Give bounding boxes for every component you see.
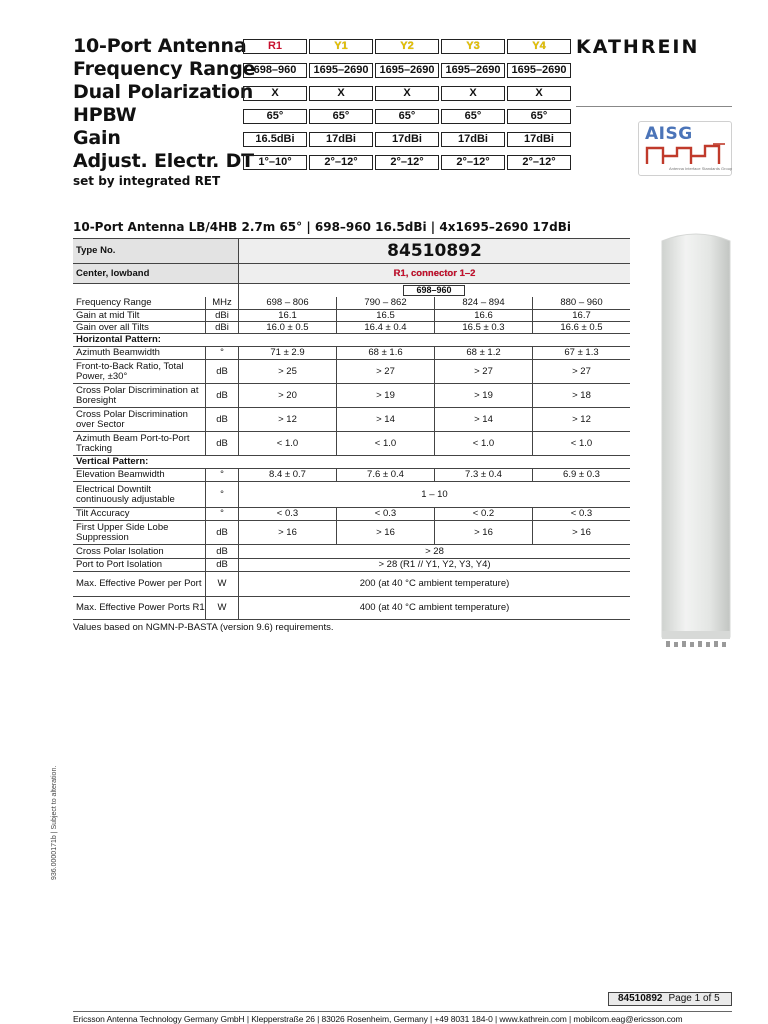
label-dual-polarization: Dual Polarization xyxy=(73,81,254,103)
row-unit: dB xyxy=(205,360,238,383)
row-value: < 0.2 xyxy=(434,508,532,520)
row-label: Azimuth Beam Port-to-Port Tracking xyxy=(76,432,190,454)
row-value: > 18 xyxy=(532,384,630,407)
row-label: Port to Port Isolation xyxy=(76,559,163,570)
row-value: > 12 xyxy=(238,408,336,431)
row-value: 16.6 ± 0.5 xyxy=(532,322,630,333)
label-gain: Gain xyxy=(73,127,121,149)
gain-cell: 16.5dBi xyxy=(243,132,307,147)
aisg-logo-text: AISG xyxy=(645,124,693,144)
row-value: > 14 xyxy=(434,408,532,431)
row-unit: MHz xyxy=(205,297,238,309)
row-value: > 12 xyxy=(532,408,630,431)
polarization-cell: X xyxy=(243,86,307,101)
port-cell: R1 xyxy=(243,39,307,54)
frequency-cell: 1695–2690 xyxy=(309,63,373,78)
footnote: Values based on NGMN-P-BASTA (version 9.6) requirements. xyxy=(73,622,334,633)
table-row xyxy=(73,432,630,456)
row-value: < 1.0 xyxy=(434,432,532,455)
row-value: > 16 xyxy=(238,521,336,544)
band-box: 698–960 xyxy=(403,285,465,296)
label-set-by-ret: set by integrated RET xyxy=(73,174,221,188)
table-row xyxy=(73,572,630,597)
antenna-image xyxy=(648,225,744,651)
table-row-band xyxy=(73,284,630,297)
row-value: > 25 xyxy=(238,360,336,383)
row-value: > 14 xyxy=(336,408,434,431)
table-row-type-no xyxy=(73,238,630,264)
row-value: > 16 xyxy=(532,521,630,544)
row-value: 68 ± 1.6 xyxy=(336,347,434,359)
row-label: Cross Polar Discrimination over Sector xyxy=(76,408,188,430)
row-value: 790 – 862 xyxy=(336,297,434,309)
frequency-cell: 1695–2690 xyxy=(441,63,505,78)
row-label: Cross Polar Isolation xyxy=(76,545,164,557)
hpbw-cell: 65° xyxy=(243,109,307,124)
table-row xyxy=(73,384,630,408)
footer-divider xyxy=(73,1011,732,1012)
row-value: 6.9 ± 0.3 xyxy=(532,469,630,481)
row-unit: dB xyxy=(205,521,238,544)
center-lowband-label: Center, lowband xyxy=(76,267,150,279)
row-value: < 0.3 xyxy=(532,508,630,520)
polarization-cell: X xyxy=(507,86,571,101)
row-unit: dBi xyxy=(205,310,238,321)
aisg-signal-icon xyxy=(645,142,727,166)
row-value: < 0.3 xyxy=(336,508,434,520)
gain-cell: 17dBi xyxy=(309,132,373,147)
row-value: 16.6 xyxy=(434,310,532,321)
label-10-port-antenna: 10-Port Antenna xyxy=(73,35,247,57)
row-value: 16.4 ± 0.4 xyxy=(336,322,434,333)
row-label: Tilt Accuracy xyxy=(76,508,130,519)
table-row xyxy=(73,469,630,482)
row-value: > 27 xyxy=(434,360,532,383)
row-unit: ° xyxy=(205,469,238,481)
aisg-logo-subtitle: Antenna Interface Standards Group xyxy=(669,166,733,171)
frequency-cell: 1695–2690 xyxy=(375,63,439,78)
row-value: > 27 xyxy=(336,360,434,383)
label-electrical-dt: Adjust. Electr. DT xyxy=(73,150,254,172)
row-value: 71 ± 2.9 xyxy=(238,347,336,359)
port-cell: Y4 xyxy=(507,39,571,54)
row-unit: dB xyxy=(205,559,238,571)
row-value: > 28 (R1 // Y1, Y2, Y3, Y4) xyxy=(238,559,630,571)
row-value: > 19 xyxy=(434,384,532,407)
polarization-cell: X xyxy=(375,86,439,101)
row-value: < 0.3 xyxy=(238,508,336,520)
row-unit: dB xyxy=(205,408,238,431)
row-label: Front-to-Back Ratio, Total Power, ±30° xyxy=(76,360,184,382)
row-value: > 20 xyxy=(238,384,336,407)
row-value: 16.0 ± 0.5 xyxy=(238,322,336,333)
hpbw-cell: 65° xyxy=(375,109,439,124)
polarization-cell: X xyxy=(441,86,505,101)
table-row xyxy=(73,559,630,572)
row-value: 880 – 960 xyxy=(532,297,630,309)
row-unit: dB xyxy=(205,384,238,407)
electrical-dt-cell: 2°–12° xyxy=(309,155,373,170)
page-number: Page 1 of 5 xyxy=(668,993,720,1004)
side-note: 936.0000171b | Subject to alteration. xyxy=(51,765,58,880)
label-hpbw: HPBW xyxy=(73,104,137,126)
row-label: Gain at mid Tilt xyxy=(76,310,140,321)
row-value: 824 – 894 xyxy=(434,297,532,309)
table-row-center-lowband xyxy=(73,264,630,284)
row-unit: W xyxy=(205,597,238,619)
table-row xyxy=(73,482,630,508)
table-row xyxy=(73,347,630,360)
row-value: 7.3 ± 0.4 xyxy=(434,469,532,481)
footer-address: Ericsson Antenna Technology Germany GmbH | Klepperstraße 26 | 83026 Rosenheim, Germany | +49 8031 184-0 | www.kathrein.com | mobilcom.eag@ericsson.com xyxy=(73,1014,683,1024)
row-value: 698 – 806 xyxy=(238,297,336,309)
page-type-no: 84510892 xyxy=(618,993,663,1004)
type-no-value: 84510892 xyxy=(238,239,630,263)
row-value: 16.5 xyxy=(336,310,434,321)
row-label: First Upper Side Lobe Suppression xyxy=(76,521,169,543)
table-row xyxy=(73,297,630,310)
row-value: 8.4 ± 0.7 xyxy=(238,469,336,481)
row-value: 1 – 10 xyxy=(238,482,630,507)
row-label: Azimuth Beamwidth xyxy=(76,347,160,358)
port-cell: Y2 xyxy=(375,39,439,54)
table-row xyxy=(73,408,630,432)
table-row xyxy=(73,508,630,521)
row-value: 200 (at 40 °C ambient temperature) xyxy=(238,572,630,596)
header-divider xyxy=(576,106,732,107)
row-unit: dBi xyxy=(205,322,238,333)
vertical-pattern-label: Vertical Pattern: xyxy=(76,456,149,467)
row-label: Max. Effective Power per Port xyxy=(76,578,202,589)
frequency-cell: 1695–2690 xyxy=(507,63,571,78)
table-row xyxy=(73,310,630,322)
table-row xyxy=(73,545,630,559)
row-label: Electrical Downtilt continuously adjustable xyxy=(76,483,175,505)
connector-label: R1, connector 1–2 xyxy=(238,264,630,283)
row-label: Elevation Beamwidth xyxy=(76,469,165,480)
row-value: < 1.0 xyxy=(336,432,434,455)
row-unit: ° xyxy=(205,482,238,507)
table-row xyxy=(73,521,630,545)
row-value: 400 (at 40 °C ambient temperature) xyxy=(238,597,630,619)
table-row xyxy=(73,360,630,384)
gain-cell: 17dBi xyxy=(375,132,439,147)
hpbw-cell: 65° xyxy=(507,109,571,124)
row-unit: W xyxy=(205,572,238,596)
row-label: Gain over all Tilts xyxy=(76,322,149,333)
gain-cell: 17dBi xyxy=(441,132,505,147)
row-label: Max. Effective Power Ports R1 xyxy=(76,602,205,613)
row-unit: dB xyxy=(205,545,238,558)
row-value: 68 ± 1.2 xyxy=(434,347,532,359)
row-value: > 16 xyxy=(434,521,532,544)
section-title: 10-Port Antenna LB/4HB 2.7m 65° | 698–960 16.5dBi | 4x1695–2690 17dBi xyxy=(73,220,571,234)
table-section-horizontal xyxy=(73,334,630,347)
row-value: 16.7 xyxy=(532,310,630,321)
hpbw-cell: 65° xyxy=(309,109,373,124)
frequency-cell: 698–960 xyxy=(243,63,307,78)
page-indicator xyxy=(608,992,732,1006)
row-value: < 1.0 xyxy=(532,432,630,455)
hpbw-cell: 65° xyxy=(441,109,505,124)
electrical-dt-cell: 2°–12° xyxy=(507,155,571,170)
polarization-cell: X xyxy=(309,86,373,101)
horizontal-pattern-label: Horizontal Pattern: xyxy=(76,334,161,345)
row-value: > 28 xyxy=(238,545,630,558)
kathrein-logo: KATHREIN xyxy=(576,36,700,58)
row-value: 16.5 ± 0.3 xyxy=(434,322,532,333)
electrical-dt-cell: 2°–12° xyxy=(441,155,505,170)
label-frequency-range: Frequency Range xyxy=(73,58,256,80)
port-cell: Y3 xyxy=(441,39,505,54)
row-value: 67 ± 1.3 xyxy=(532,347,630,359)
row-unit: dB xyxy=(205,432,238,455)
aisg-logo xyxy=(638,121,732,176)
table-row xyxy=(73,322,630,334)
type-no-label: Type No. xyxy=(76,245,116,256)
row-value: < 1.0 xyxy=(238,432,336,455)
row-value: > 27 xyxy=(532,360,630,383)
row-value: 16.1 xyxy=(238,310,336,321)
gain-cell: 17dBi xyxy=(507,132,571,147)
electrical-dt-cell: 1°–10° xyxy=(243,155,307,170)
electrical-dt-cell: 2°–12° xyxy=(375,155,439,170)
row-value: > 19 xyxy=(336,384,434,407)
row-unit: ° xyxy=(205,508,238,520)
spec-header-labels xyxy=(73,35,256,173)
row-value: 7.6 ± 0.4 xyxy=(336,469,434,481)
row-value: > 16 xyxy=(336,521,434,544)
table-row xyxy=(73,597,630,620)
port-cell: Y1 xyxy=(309,39,373,54)
row-unit: ° xyxy=(205,347,238,359)
table-section-vertical xyxy=(73,456,630,469)
row-label: Cross Polar Discrimination at Boresight xyxy=(76,384,199,406)
row-label: Frequency Range xyxy=(76,297,152,308)
